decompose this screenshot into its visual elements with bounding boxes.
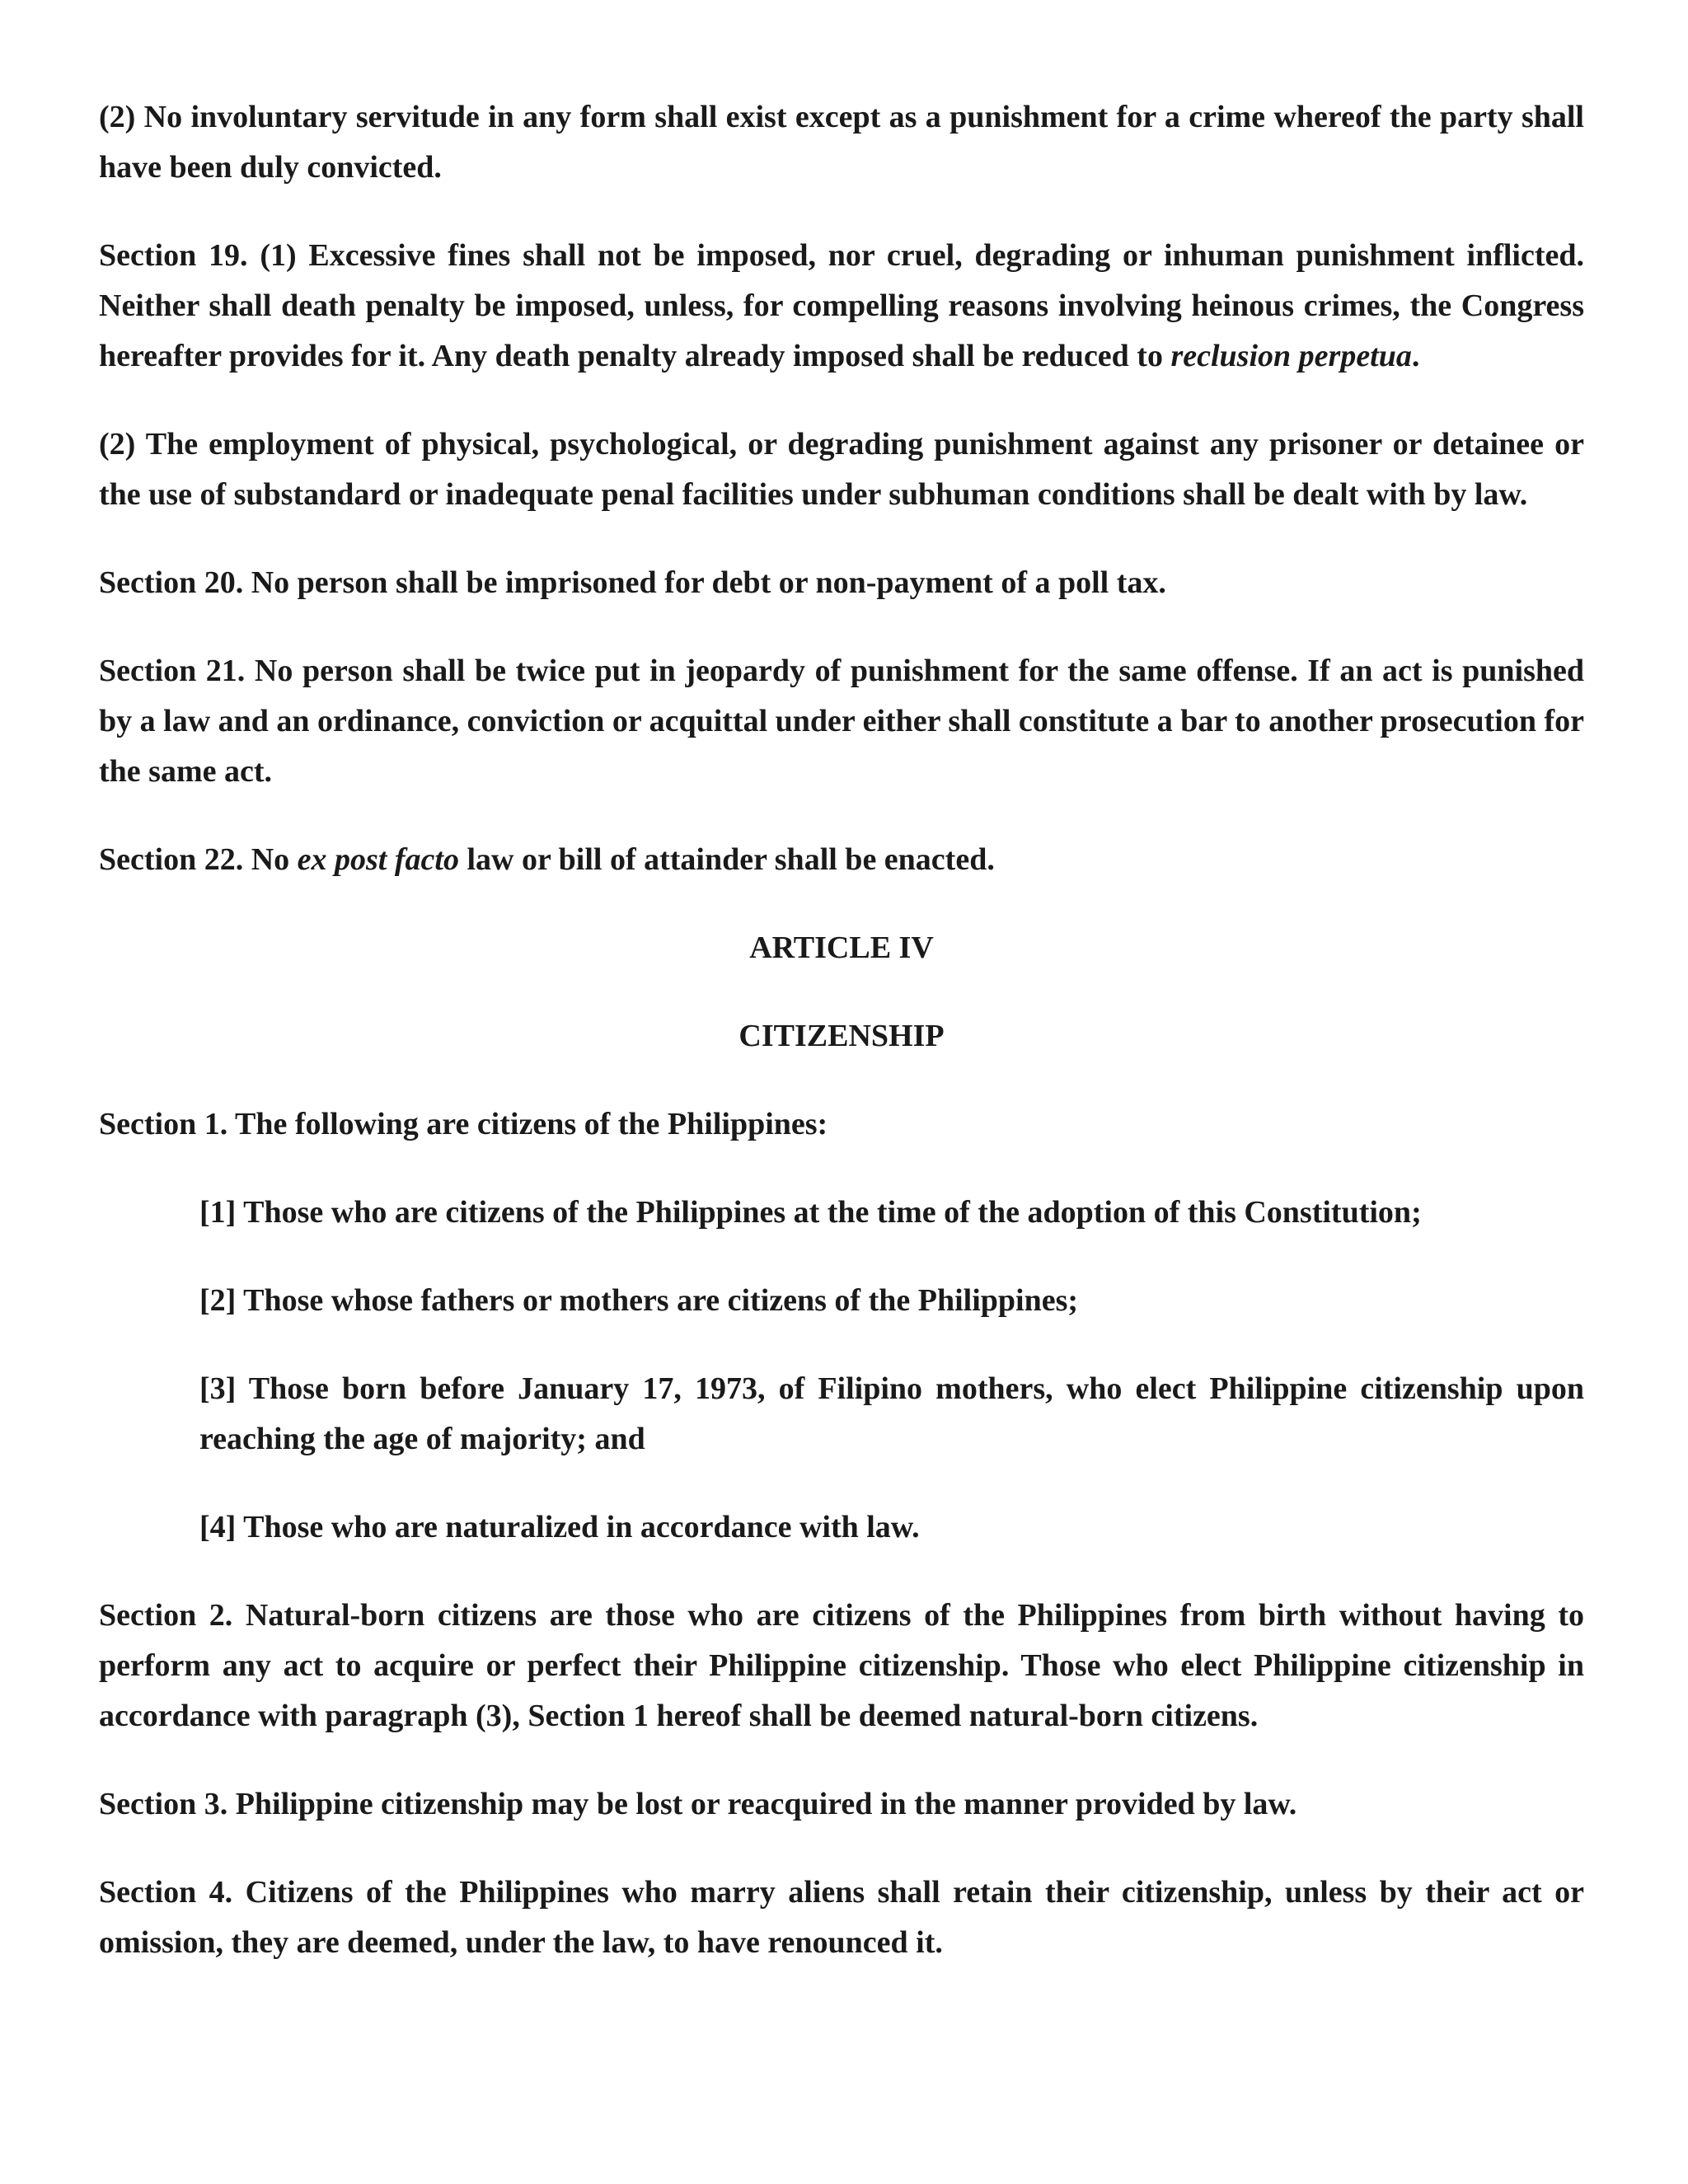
- section-19-1-end: .: [1411, 339, 1420, 373]
- paragraph-article-4-section-2: Section 2. Natural-born citizens are those who are citizens of the Philippines from birth without having to perform any act to acquire or perfect their Philippine citizenship. Those who elect Philippine citizenship in accordance with paragraph (3), Section 1 hereof shall be deemed natural-born citizens.: [99, 1598, 1584, 1733]
- paragraph-section-19-2: (2) The employment of physical, psychological, or degrading punishment against any prisoner or detainee or the use of substandard or inadequate penal facilities under subhuman conditions shall be dealt with by law.: [99, 427, 1584, 512]
- list-item-citizen-3: [3] Those born before January 17, 1973, of Filipino mothers, who elect Philippine citizenship upon reaching the age of majority; and: [199, 1371, 1584, 1456]
- section-19-1-text: Section 19. (1) Excessive fines shall not be imposed, nor cruel, degrading or inhuman punishment inflicted. Neither shall death penalty be imposed, unless, for compelling reasons involving heinous crimes, the Congress hereafter provides for it. Any death penalty already imposed shall be reduced to: [99, 238, 1584, 373]
- list-item-citizen-4: [4] Those who are naturalized in accordance with law.: [199, 1510, 920, 1544]
- list-item-citizen-1: [1] Those who are citizens of the Philippines at the time of the adoption of this Constitution;: [199, 1195, 1422, 1230]
- paragraph-article-4-section-4: Section 4. Citizens of the Philippines who marry aliens shall retain their citizenship, unless by their act or omission, they are deemed, under the law, to have renounced it.: [99, 1875, 1584, 1960]
- article-heading: ARTICLE IV: [749, 930, 934, 965]
- section-19-1-italic-term: reclusion perpetua: [1170, 339, 1412, 373]
- paragraph-section-19-1: [99, 231, 1584, 382]
- section-22-text: Section 22. No: [99, 842, 298, 877]
- paragraph-article-4-section-1: Section 1. The following are citizens of the Philippines:: [99, 1107, 828, 1141]
- paragraph-section-21: Section 21. No person shall be twice put in jeopardy of punishment for the same offense. If an act is punished by a law and an ordinance, conviction or acquittal under either shall constitute a bar to another prosecution for the same act.: [99, 654, 1584, 789]
- section-22-italic-term: ex post facto: [297, 842, 459, 877]
- paragraph-section-20: Section 20. No person shall be imprisoned for debt or non-payment of a poll tax.: [99, 565, 1166, 600]
- section-22-end: law or bill of attainder shall be enacted.: [458, 842, 995, 877]
- paragraph-section-22: [99, 835, 1584, 885]
- list-item-citizen-2: [2] Those whose fathers or mothers are citizens of the Philippines;: [199, 1283, 1079, 1318]
- article-title: CITIZENSHIP: [738, 1019, 945, 1053]
- document-page: [99, 92, 1584, 1968]
- paragraph-servitude: (2) No involuntary servitude in any form shall exist except as a punishment for a crime whereof the party shall have been duly convicted.: [99, 100, 1584, 185]
- paragraph-article-4-section-3: Section 3. Philippine citizenship may be lost or reacquired in the manner provided by law.: [99, 1787, 1297, 1821]
